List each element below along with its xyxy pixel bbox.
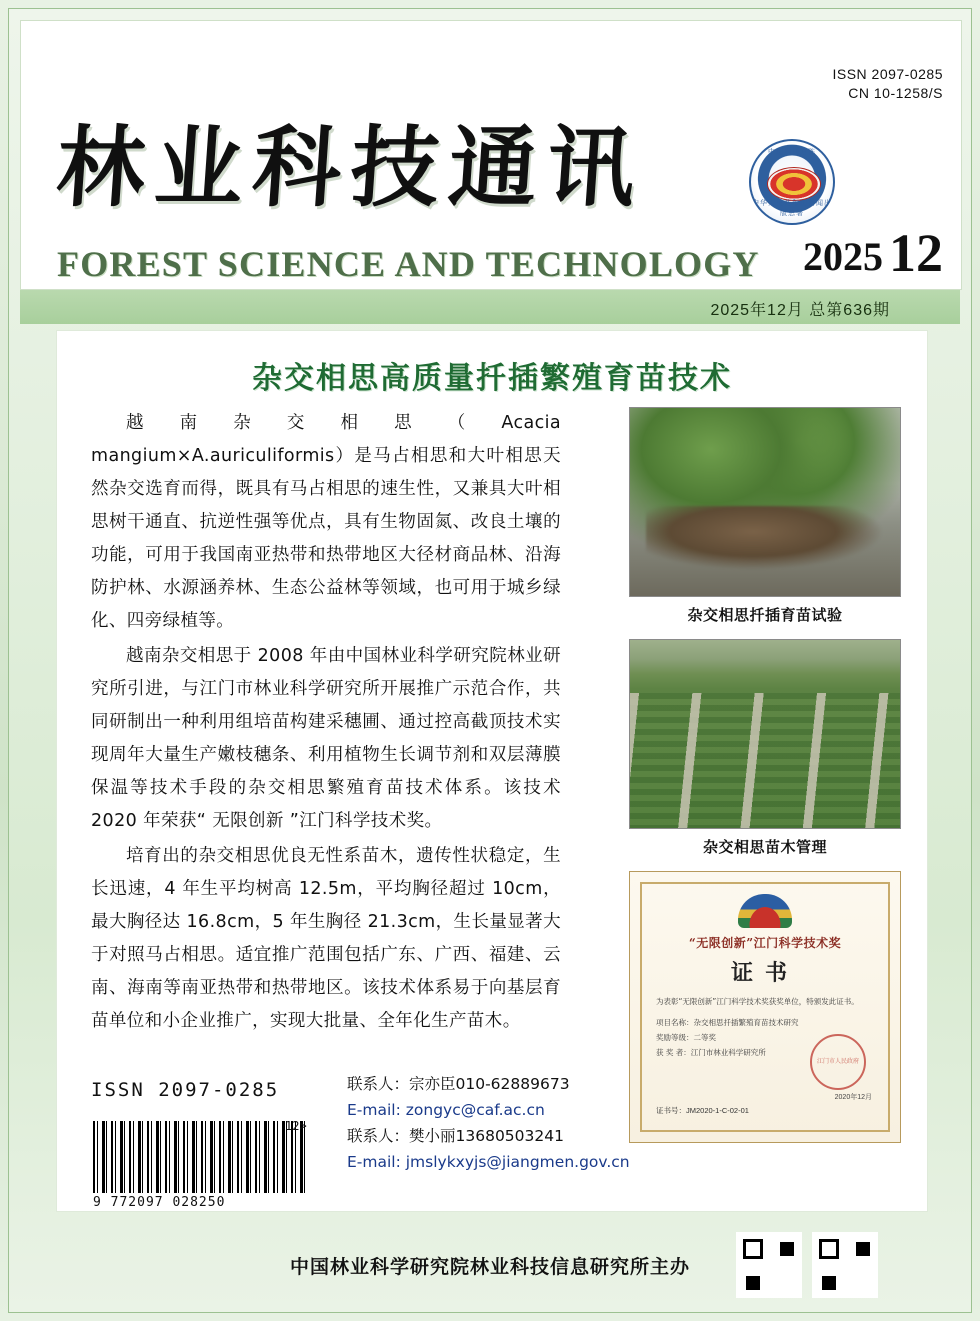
media-column (629, 407, 901, 1143)
contact-block (347, 1071, 630, 1175)
seal-top-label: 中国期刊方阵 (768, 149, 816, 156)
journal-title-cn: 林业科技通讯 (53, 115, 649, 219)
contact-email-1[interactable]: E-mail: zongyc@caf.ac.cn (347, 1101, 545, 1119)
article-title: 杂交相思高质量扦插繁殖育苗技术 (252, 361, 732, 396)
photo-cutting-propagation-trial (629, 407, 901, 597)
seal-bottom-label: 中华人民共和国新闻出版总署 (752, 200, 832, 217)
seal-emblem-icon (767, 167, 821, 201)
journal-title-en: FOREST SCIENCE AND TECHNOLOGY (57, 244, 760, 284)
footer-issn-label: ISSN 2097-0285 (91, 1079, 280, 1101)
article-body (91, 407, 561, 1040)
certificate-number: 证书号：JM2020-1-C-02-01 (656, 1106, 749, 1115)
contact-name-1: 联系人：宗亦臣010-62889673 (347, 1075, 570, 1093)
issue-year: 2025 (803, 234, 883, 279)
article-paragraph: 培育出的杂交相思优良无性系苗木，遗传性状稳定，生长迅速，4 年生平均树高 12.5m，平均胸径超过 10cm，最大胸径达 16.8cm，5 年生胸径 21.3cm，生长量显著大于对照马占相思。适宜推广范围包括广东、广西、福建、云南、海南等南亚热带和热带地区。该技术体系易于向基层育苗单位和小企业推广，实现大批量、全年化生产苗木。 (91, 846, 561, 1031)
certificate-award-title: “无限创新”江门科学技术奖 (688, 936, 842, 950)
article-paragraph: 越南杂交相思（Acacia mangium×A.auriculiformis）是马占相思和大叶相思天然杂交选育而得，既具有马占相思的速生性，又兼具大叶相思树干通直、抗逆性强等优点，具有生物固氮、改良土壤的功能，可用于我国南亚热带和热带地区大径材商品林、沿海防护林、水源涵养林、生态公益林等领域，也可用于城乡绿化、四旁绿植等。 (91, 413, 561, 631)
photo2-caption: 杂交相思苗木管理 (702, 838, 827, 856)
cover-article-card (56, 330, 928, 1212)
certificate-heading: 证书 (730, 960, 799, 986)
publisher-organization: 中国林业科学研究院林业科技信息研究所主办 (289, 1256, 690, 1278)
issn-value: ISSN 2097-0285 (832, 66, 943, 82)
contact-email-2[interactable]: E-mail: jmslykxyjs@jiangmen.gov.cn (347, 1153, 630, 1171)
issue-month: 12 (889, 223, 943, 283)
contact-name-2: 联系人：樊小丽13680503241 (347, 1127, 564, 1145)
issue-date-label: 2025年12月 总第636期 (710, 302, 890, 319)
certificate-date: 2020年12月 (834, 1094, 872, 1101)
issue-strip (20, 290, 960, 324)
masthead (20, 20, 962, 290)
award-certificate-image (629, 871, 901, 1143)
article-paragraph: 越南杂交相思于 2008 年由中国林业科学研究院林业研究所引进，与江门市林业科学研究所开展推广示范合作，共同研制出一种利用组培苗构建采穗圃、通过控高截顶技术实现周年大量生产嫩枝穗条、利用植物生长调节剂和双层薄膜保温等技术手段的杂交相思繁殖育苗技术体系。该技术 2020 年荣获“ 无限创新 ”江门科学技术奖。 (91, 646, 561, 831)
issn-block (832, 65, 943, 103)
certificate-winner: 获 奖 者：江门市林业科学研究所 (656, 1048, 766, 1057)
certificate-stamp-icon: 江门市人民政府 (810, 1034, 866, 1090)
certificate-project: 项目名称：杂交相思扦插繁殖育苗技术研究 (656, 1018, 799, 1027)
barcode-image (93, 1121, 308, 1193)
cn-number-value: CN 10-1258/S (848, 85, 943, 101)
barcode-issue-code: 12> (285, 1119, 307, 1133)
issue-badge (803, 223, 943, 283)
china-journal-seal-icon (749, 139, 835, 225)
photo-seedling-management (629, 639, 901, 829)
certificate-level: 奖励等级：二等奖 (656, 1033, 716, 1042)
photo1-caption: 杂交相思扦插育苗试验 (687, 606, 843, 624)
barcode-number: 9 772097 028250 (93, 1195, 226, 1210)
certificate-lead-text: 为表彰“无限创新”江门科学技术奖获奖单位，特颁发此证书。 (656, 997, 859, 1006)
